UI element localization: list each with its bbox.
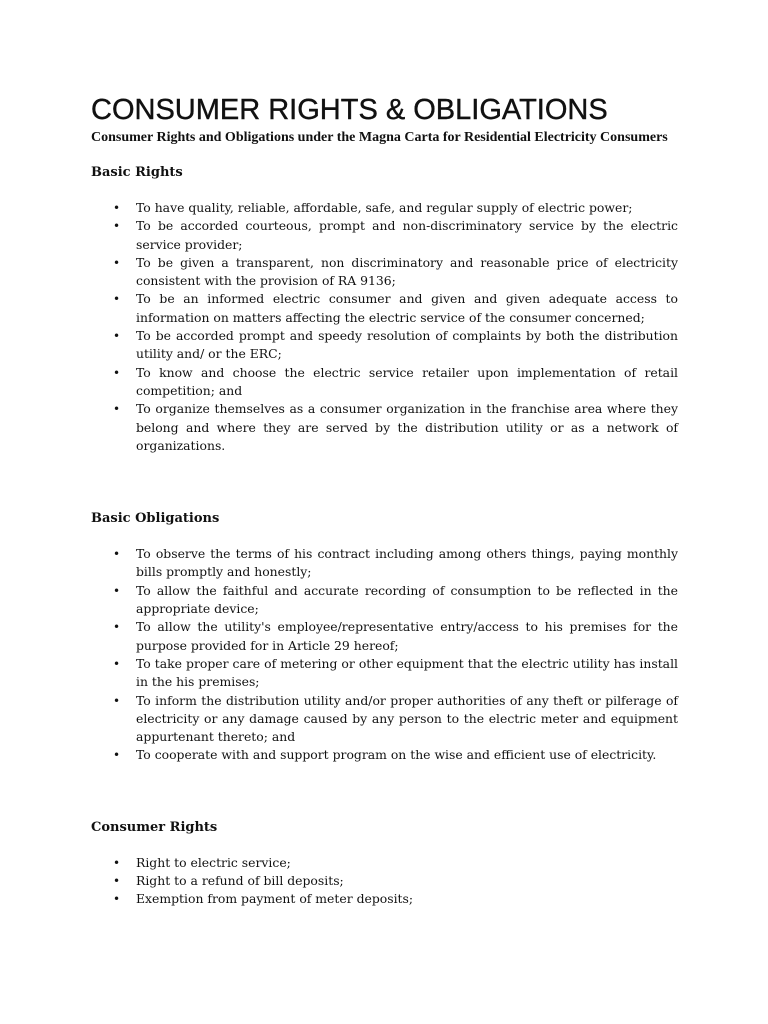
list-item [91, 400, 678, 455]
list-item-text: To have quality, reliable, affordable, safe, and regular supply of electric power; [136, 200, 633, 215]
bullet-icon: • [113, 292, 121, 307]
bullet-icon: • [113, 255, 121, 270]
list-item-text: Exemption from payment of meter deposits; [136, 891, 414, 907]
list-item [91, 655, 678, 692]
section-heading-consumer-rights: Consumer Rights [91, 819, 218, 835]
list-item-text: To be given a transparent, non discriminatory and reasonable price of electricity consistent with the provision of RA 9136; [136, 254, 678, 289]
list-item [91, 618, 678, 655]
bullet-icon: • [113, 201, 121, 215]
document-subtitle: Consumer Rights and Obligations under the Magna Carta for Residential Electricity Consumers [91, 130, 668, 145]
list-item [91, 854, 678, 872]
list-item-text: Right to a refund of bill deposits; [136, 873, 344, 889]
list-item-text: To inform the distribution utility and/or proper authorities of any theft or pilferage of electricity or any damage caused by any person to the electric meter and equipment appurtenant thereto; and [136, 692, 678, 745]
list-item-text: To allow the utility's employee/representative entry/access to his premises for the purpose provided for in Article 29 hereof; [136, 619, 678, 653]
bullet-icon: • [113, 892, 121, 907]
bullet-icon: • [113, 365, 121, 380]
list-item-text: To be accorded courteous, prompt and non-discriminatory service by the electric service provider; [136, 218, 678, 252]
bullet-icon: • [113, 748, 121, 763]
consumer-rights-list [91, 854, 678, 909]
bullet-icon: • [113, 329, 121, 344]
list-item-text: To cooperate with and support program on the wise and efficient use of electricity. [136, 747, 657, 763]
list-item [91, 582, 678, 619]
list-item [91, 199, 678, 217]
basic-rights-list [91, 199, 678, 455]
bullet-icon: • [113, 583, 121, 598]
list-item-text: To be accorded prompt and speedy resolution of complaints by both the distribution utility and/ or the ERC; [136, 328, 678, 362]
bullet-icon: • [113, 874, 121, 889]
bullet-icon: • [113, 855, 121, 870]
list-item [91, 327, 678, 364]
bullet-icon: • [113, 693, 121, 708]
list-item-text: Right to electric service; [136, 854, 291, 870]
document-title: CONSUMER RIGHTS & OBLIGATIONS [91, 94, 608, 126]
list-item [91, 217, 678, 254]
document-page [91, 92, 678, 909]
list-item-text: To know and choose the electric service retailer upon implementation of retail competition; and [136, 364, 678, 398]
bullet-icon: • [113, 656, 121, 671]
list-item [91, 364, 678, 401]
list-item-text: To organize themselves as a consumer organization in the franchise area where they belong and where they are served by the distribution utility or as a network of organizations. [136, 401, 678, 453]
list-item-text: To allow the faithful and accurate recording of consumption to be reflected in the appropriate device; [136, 582, 678, 617]
section-heading-basic-obligations: Basic Obligations [91, 511, 220, 527]
list-item-text: To be an informed electric consumer and given and given adequate access to information on matters affecting the electric service of the consumer concerned; [136, 291, 678, 325]
list-item [91, 890, 678, 908]
list-item [91, 254, 678, 291]
list-item [91, 746, 678, 764]
section-heading-basic-rights: Basic Rights [91, 165, 183, 180]
bullet-icon: • [113, 219, 121, 234]
bullet-icon: • [113, 547, 121, 562]
list-item [91, 545, 678, 582]
bullet-icon: • [113, 402, 121, 417]
list-item-text: To observe the terms of his contract including among others things, paying monthly bills promptly and honestly; [136, 546, 678, 580]
list-item-text: To take proper care of metering or other equipment that the electric utility has install in the his premises; [136, 655, 678, 690]
basic-obligations-list [91, 545, 678, 765]
list-item [91, 872, 678, 890]
list-item [91, 290, 678, 327]
list-item [91, 692, 678, 747]
bullet-icon: • [113, 620, 121, 635]
